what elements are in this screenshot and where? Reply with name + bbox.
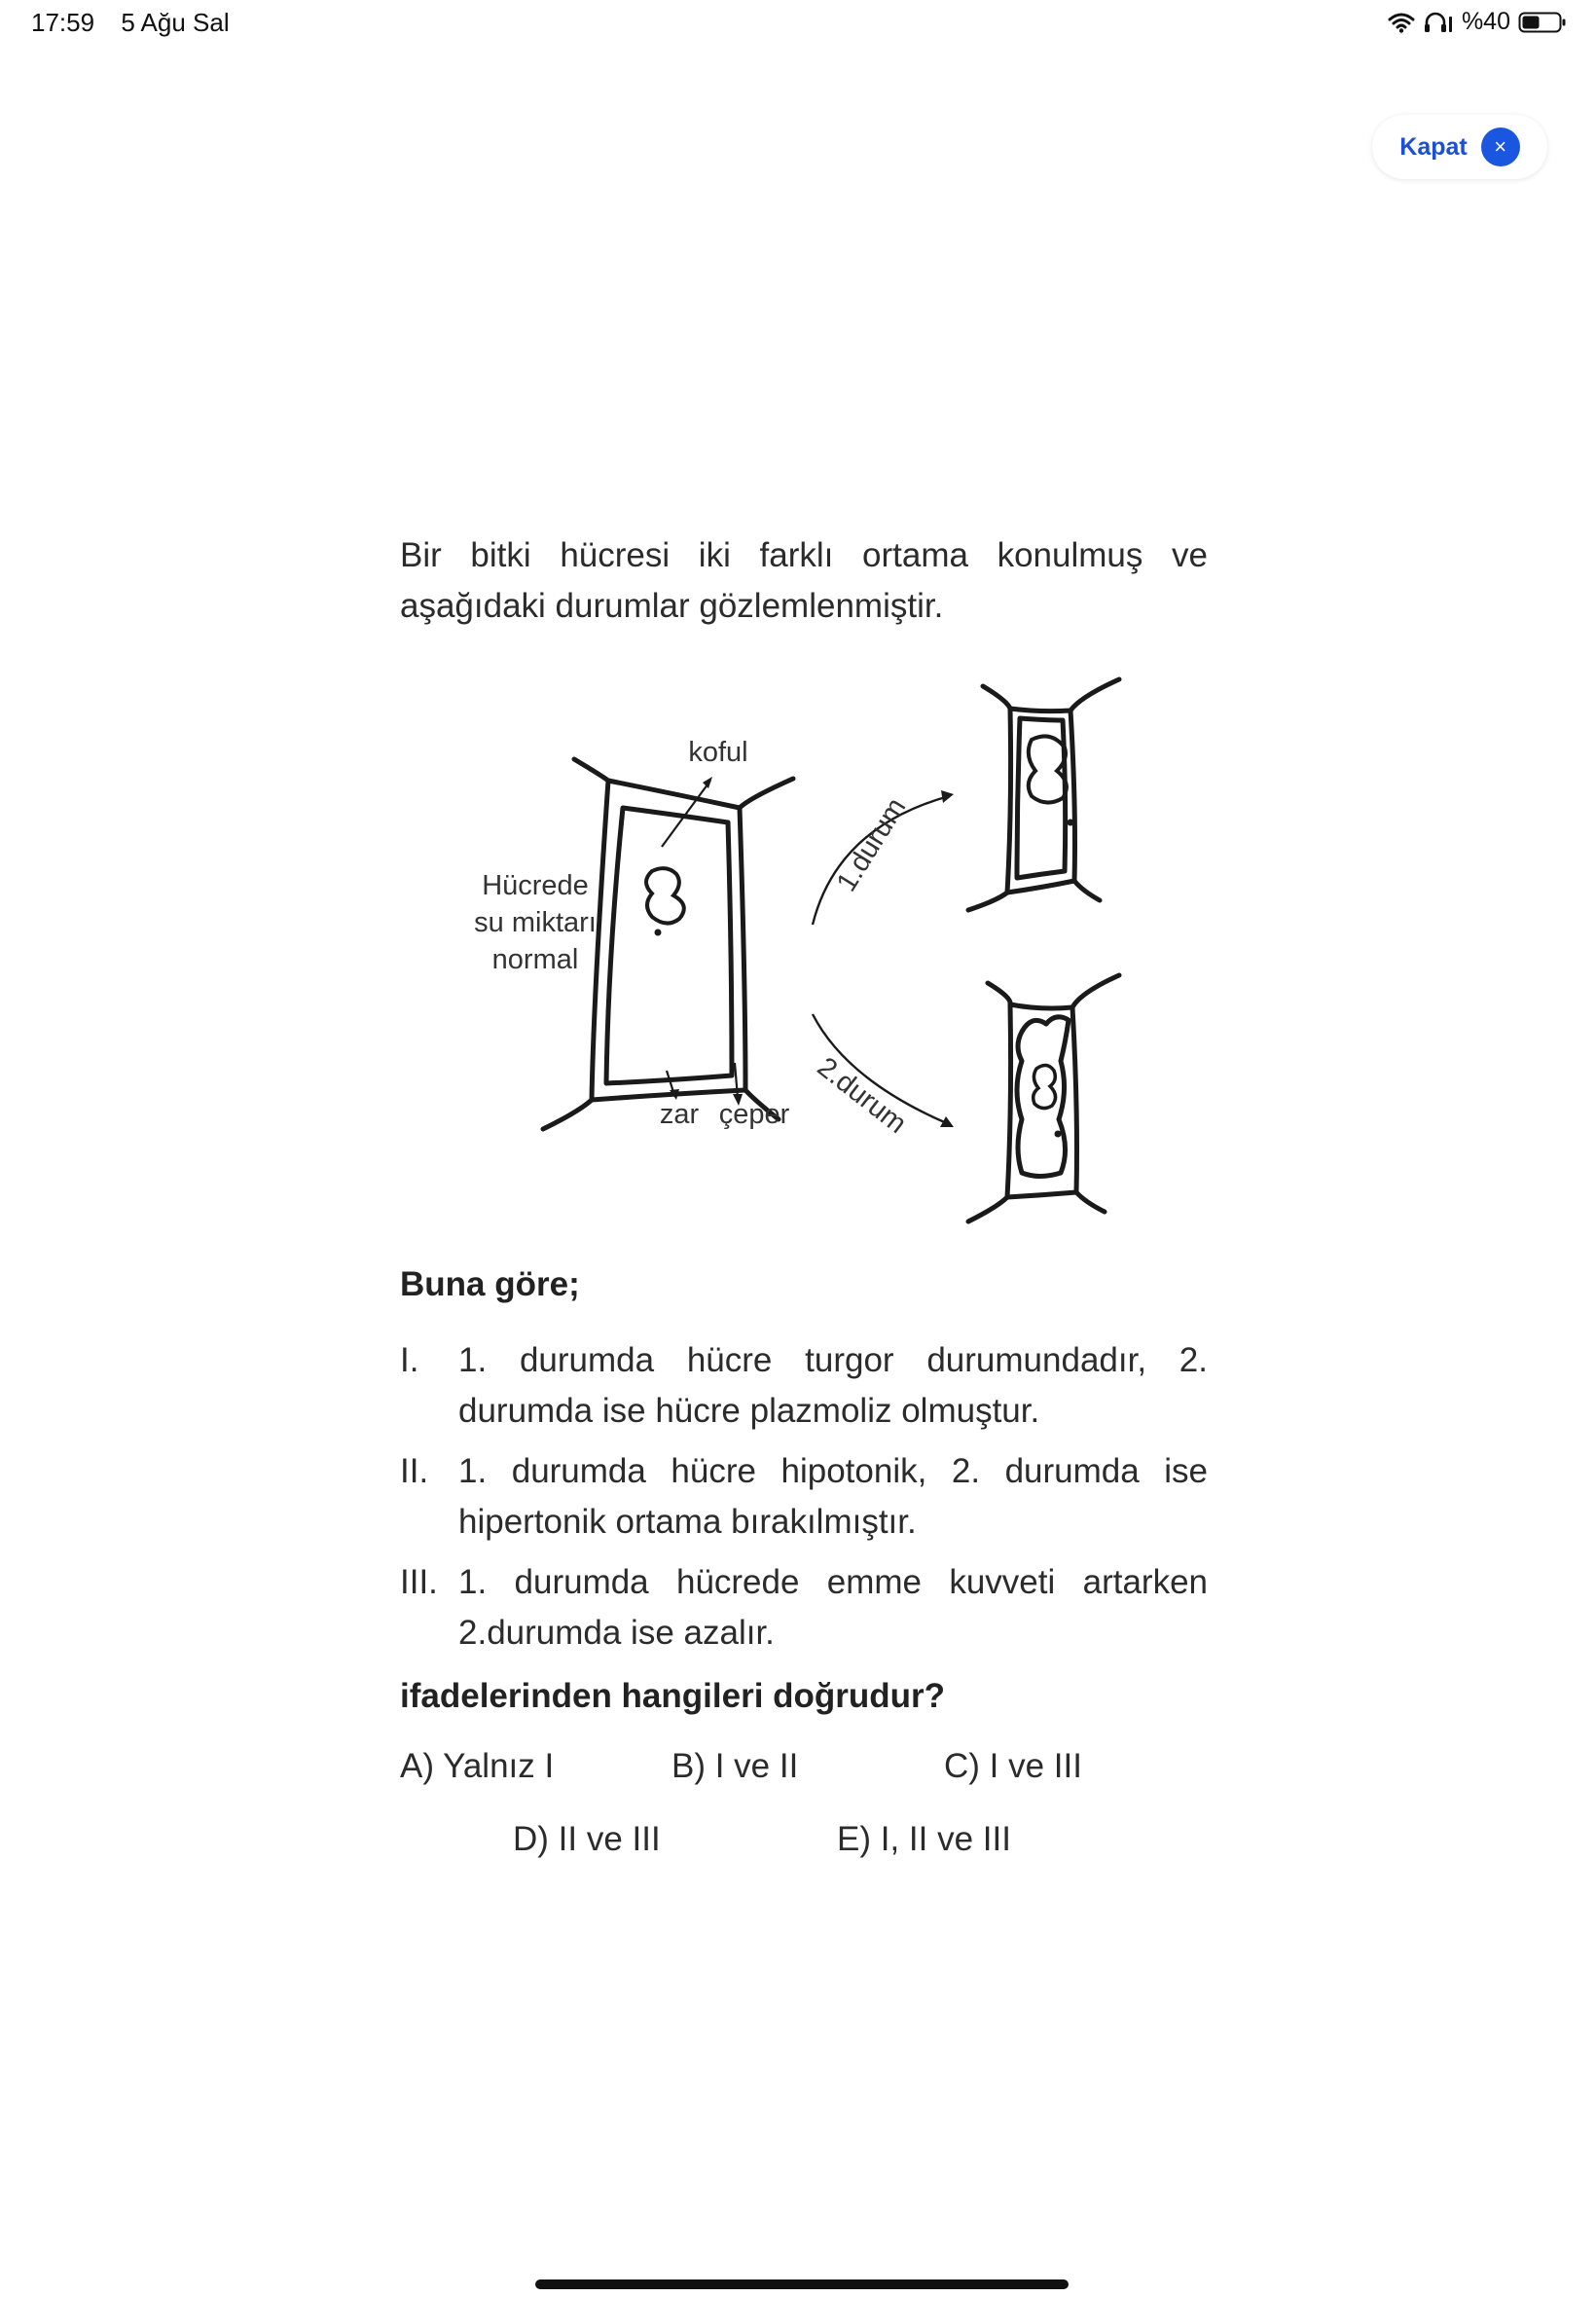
statement-2-text: 1. durumda hücre hipotonik, 2. durumda ise hipertonik ortama bırakılmıştır. — [458, 1452, 1208, 1541]
vacuole-plasmolysis — [1034, 1065, 1056, 1108]
close-button-label: Kapat — [1399, 132, 1468, 161]
statement-1 — [400, 1335, 1208, 1437]
nucleus-dot-center — [655, 930, 662, 936]
nucleus-dot-turgor — [1068, 820, 1074, 826]
lead-text: Buna göre; — [400, 1265, 580, 1303]
vacuole-center — [646, 868, 684, 923]
battery-icon — [1518, 11, 1567, 34]
label-left-line3: normal — [491, 944, 579, 975]
cell-wall-flare-tr — [740, 779, 793, 808]
cell-wall-flare-bl — [543, 1100, 592, 1129]
cell-wall-flare-tl — [574, 759, 608, 781]
statement-3-text: 1. durumda hücrede emme kuvveti artarken 2.durumda ise azalır. — [458, 1563, 1208, 1652]
label-zar: zar — [659, 1099, 700, 1130]
close-button[interactable] — [1372, 115, 1547, 179]
question-intro: Bir bitki hücresi iki farklı ortama konulmuş ve aşağıdaki durumlar gözlemlenmiştir. — [400, 536, 1208, 625]
statement-1-text: 1. durumda hücre turgor durumundadır, 2. durumda ise hücre plazmoliz olmuştur. — [458, 1341, 1208, 1430]
statement-3-number: III. — [400, 1563, 438, 1601]
plant-cell-diagram — [457, 662, 1158, 1246]
statement-3 — [400, 1557, 1208, 1659]
label-left-line2: su miktarı — [474, 907, 597, 938]
statements — [400, 1335, 1208, 1668]
label-case2: 2.durum — [811, 1051, 913, 1141]
status-time: 17:59 — [31, 8, 95, 37]
label-koful: koful — [688, 737, 748, 768]
question — [400, 530, 1208, 632]
cell-membrane — [606, 808, 732, 1083]
status-bar — [0, 0, 1596, 49]
statement-2-number: II. — [400, 1452, 429, 1490]
status-date: 5 Ağu Sal — [121, 8, 230, 37]
wifi-icon — [1388, 12, 1415, 33]
option-c[interactable]: C) I ve III — [944, 1747, 1082, 1785]
battery-percent: %40 — [1461, 8, 1510, 35]
question-ask: ifadelerinden hangileri doğrudur? — [400, 1677, 946, 1715]
option-d[interactable]: D) II ve III — [513, 1820, 661, 1858]
cell-wall-outer-top — [608, 781, 740, 808]
label-ceper: çeper — [718, 1099, 790, 1130]
option-e[interactable]: E) I, II ve III — [837, 1820, 1011, 1858]
cell-wall-outer-right — [740, 808, 745, 1090]
nucleus-dot-plasmolysis — [1055, 1131, 1062, 1138]
vacuole-turgor — [1029, 736, 1067, 802]
statement-2 — [400, 1446, 1208, 1548]
close-icon: × — [1481, 128, 1520, 166]
status-right — [1388, 8, 1567, 36]
option-a[interactable]: A) Yalnız I — [400, 1747, 555, 1785]
option-b[interactable]: B) I ve II — [671, 1747, 799, 1785]
statement-1-number: I. — [400, 1341, 419, 1379]
home-indicator[interactable] — [535, 2279, 1069, 2289]
label-left-line1: Hücrede — [482, 870, 589, 901]
label-case1: 1.durum — [830, 792, 913, 897]
membrane-plasmolysis — [1017, 1017, 1069, 1177]
headphones-icon — [1423, 11, 1454, 34]
status-left — [31, 8, 249, 38]
plant-cell-figure — [457, 662, 1158, 1246]
